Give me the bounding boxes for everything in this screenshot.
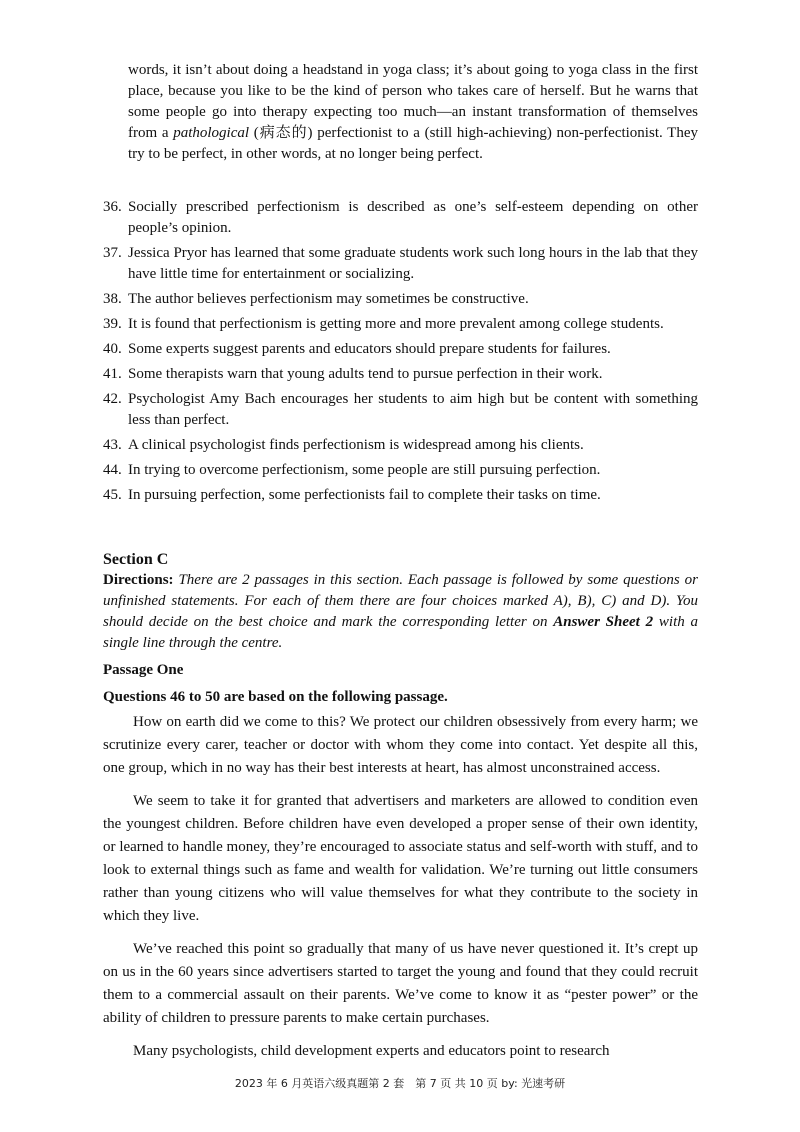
intro-text <box>128 60 698 165</box>
statement-item <box>103 197 698 239</box>
statement-number: 43. <box>103 437 122 453</box>
statement-number: 40. <box>103 341 122 357</box>
statement-text: The author believes perfectionism may sometimes be constructive. <box>128 291 529 307</box>
answer-sheet-ref: Answer Sheet 2 <box>553 614 654 630</box>
page-footer: 2023 年 6 月英语六级真题第 2 套 第 7 页 共 10 页 by: 光速考研 <box>234 1077 566 1090</box>
section-c <box>103 549 698 1073</box>
statement-number: 37. <box>103 245 122 261</box>
statement-item <box>103 389 698 431</box>
intro-chinese-gloss: (病态的) <box>249 125 318 141</box>
intro-italic-term: pathological <box>173 125 250 141</box>
statement-text: It is found that perfectionism is getting more and more prevalent among college students. <box>128 316 664 332</box>
directions <box>103 570 698 654</box>
passage-title: Passage One <box>103 662 184 678</box>
statement-item <box>103 314 698 335</box>
statement-text: Socially prescribed perfectionism is described as one’s self-esteem depending on other people’s opinion. <box>128 199 698 236</box>
statement-text: Psychologist Amy Bach encourages her students to aim high but be content with something less than perfect. <box>128 391 698 428</box>
directions-body <box>103 572 698 651</box>
statement-number: 38. <box>103 291 122 307</box>
statement-number: 44. <box>103 462 122 478</box>
statement-item <box>103 243 698 285</box>
directions-end: with a single line through the centre. <box>103 614 698 651</box>
passage-paragraph: We’ve reached this point so gradually that many of us have never questioned it. It’s crept up on us in the 60 years since advertisers started to target the young and found that they could recruit them to a commercial assault on their parents. We’ve come to know it as “pester power” or the ability of children to pressure parents to make certain purchases. <box>103 941 698 1026</box>
intro-text-end: perfectionist to a (still high-achieving) non-perfectionist. They try to be perfect, in other words, at no longer being perfect. <box>128 125 698 162</box>
statement-item <box>103 289 698 310</box>
statement-text: Jessica Pryor has learned that some graduate students work such long hours in the lab that they have little time for entertainment or socializing. <box>128 245 698 282</box>
question-range: Questions 46 to 50 are based on the following passage. <box>103 689 448 705</box>
section-title: Section C <box>103 551 169 568</box>
directions-label: Directions: <box>103 572 174 588</box>
statement-text: Some experts suggest parents and educators should prepare students for failures. <box>128 341 611 357</box>
passage-paragraph: Many psychologists, child development experts and educators point to research <box>133 1043 610 1059</box>
passage-paragraph: How on earth did we come to this? We protect our children obsessively from every harm; we scrutinize every carer, teacher or doctor with whom they come into contact. Yet despite all this, one group, which in no way has their best interests at heart, has almost unconstrained access. <box>103 714 698 776</box>
statement-text: Some therapists warn that young adults tend to pursue perfection in their work. <box>128 366 603 382</box>
passage-paragraph: We seem to take it for granted that advertisers and marketers are allowed to condition even the youngest children. Before children have even developed a proper sense of their own identity, or learned to handle money, they’re encouraged to associate status and self-worth with stuff, and to look to external things such as fame and wealth for validation. We’re turning out little consumers rather than young citizens who will value themselves for what they contribute to the society in which they live. <box>103 793 698 924</box>
statement-text: A clinical psychologist finds perfectionism is widespread among his clients. <box>128 437 584 453</box>
statement-item <box>103 435 698 456</box>
statement-text: In pursuing perfection, some perfectionists fail to complete their tasks on time. <box>128 487 601 503</box>
statement-item <box>103 460 698 481</box>
statement-number: 42. <box>103 391 122 407</box>
statement-text: In trying to overcome perfectionism, some people are still pursuing perfection. <box>128 462 601 478</box>
statement-item <box>103 339 698 360</box>
statement-list <box>103 197 698 510</box>
statement-number: 39. <box>103 316 122 332</box>
directions-text: There are 2 passages in this section. Each passage is followed by some questions or unfinished statements. For each of them there are four choices marked A), B), C) and D). You should decide on the best choice and mark the corresponding letter on <box>103 572 698 630</box>
intro-paragraph <box>128 60 698 165</box>
statement-item <box>103 364 698 385</box>
statement-number: 41. <box>103 366 122 382</box>
statement-item <box>103 485 698 506</box>
statement-number: 45. <box>103 487 122 503</box>
statement-number: 36. <box>103 199 122 215</box>
intro-text-start: words, it isn’t about doing a headstand in yoga class; it’s about going to yoga class in the first place, because you like to be the kind of person who takes care of herself. But he warns that some people go into therapy expecting too much—an instant transformation of themselves from a <box>128 62 698 141</box>
